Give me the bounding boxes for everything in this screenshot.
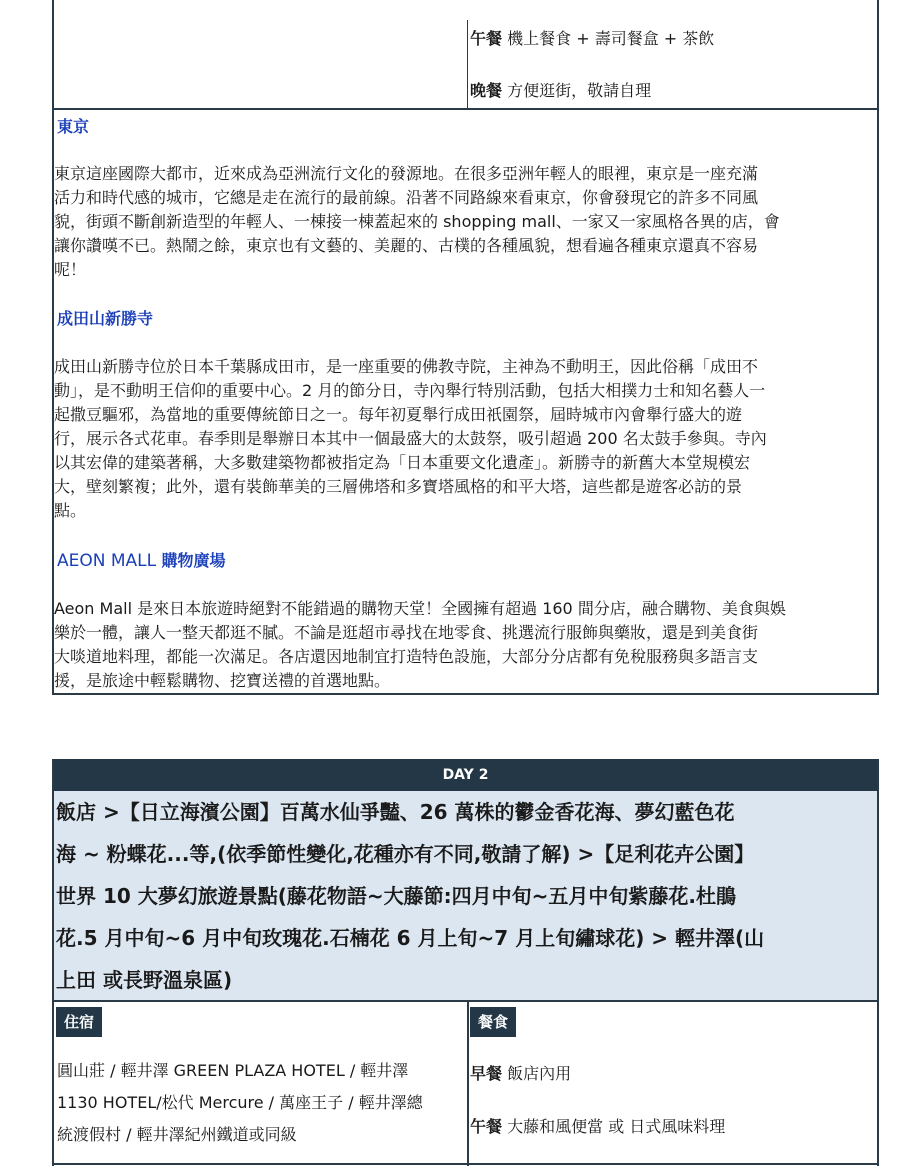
- section-title-tokyo: 東京: [57, 117, 90, 136]
- hotel-line: 圓山莊 / 輕井澤 GREEN PLAZA HOTEL / 輕井澤: [57, 1061, 409, 1080]
- day1-block: [52, 0, 879, 695]
- text-line: 東京這座國際大都市，近來成為亞洲流行文化的發源地。在很多亞洲年輕人的眼裡，東京是一座充滿: [54, 164, 759, 183]
- day1-lunch-label: 午餐: [470, 29, 503, 48]
- day1-dinner: [470, 80, 651, 102]
- section-body-naritasan: [54, 355, 878, 523]
- day2-route: [54, 791, 877, 1002]
- text-line: 成田山新勝寺位於日本千葉縣成田市，是一座重要的佛教寺院，主神為不動明王，因此俗稱「成田不: [54, 357, 759, 376]
- section-title-aeon-en: AEON MALL: [57, 551, 157, 571]
- section-title-aeon-mall: [57, 550, 226, 572]
- day2-breakfast: [470, 1063, 571, 1085]
- text-line: 點。: [54, 501, 87, 520]
- route-line: 世界 10 大夢幻旅遊景點(藤花物語~大藤節:四月中旬~五月中旬紫藤花.杜鵑: [56, 884, 737, 908]
- day2-lunch-label: 午餐: [470, 1117, 503, 1136]
- section-body-tokyo: [54, 162, 878, 282]
- hotel-tag: 住宿: [56, 1007, 102, 1037]
- text-line: 大，壁刻繁複；此外，還有裝飾華美的三層佛塔和多寶塔風格的和平大塔，這些都是遊客必訪的景: [54, 477, 743, 496]
- text-line: 讓你讚嘆不已。熱鬧之餘，東京也有文藝的、美麗的、古樸的各種風貌，想看遍各種東京還真不容易: [54, 236, 759, 255]
- day1-lunch-text: 機上餐食 + 壽司餐盒 + 茶飲: [507, 29, 715, 48]
- day1-lunch: [470, 28, 714, 50]
- day2-lunch: [470, 1116, 725, 1138]
- day2-breakfast-text: 飯店內用: [507, 1064, 572, 1083]
- route-line: 上田 或長野溫泉區): [56, 968, 233, 992]
- day1-dinner-label: 晚餐: [470, 81, 503, 100]
- route-line: 海 ~ 粉蝶花...等,(依季節性變化,花種亦有不同,敬請了解) >【足利花卉公園】: [56, 842, 755, 866]
- text-line: 大啖道地料理，都能一次滿足。各店還因地制宜打造特色設施，大部分分店都有免稅服務與多語言支: [54, 647, 759, 666]
- text-line: 援，是旅途中輕鬆購物、挖寶送禮的首選地點。: [54, 671, 391, 690]
- text-line: 活力和時代感的城市，它總是走在流行的最前線。沿著不同路線來看東京，你會發現它的許多不同風: [54, 188, 759, 207]
- day1-column-divider: [467, 20, 468, 108]
- day1-meals-row: [54, 0, 877, 110]
- text-line: Aeon Mall 是來日本旅遊時絕對不能錯過的購物天堂！全國擁有超過 160 間分店，融合購物、美食與娛: [54, 599, 786, 618]
- text-line: 動」，是不動明王信仰的重要中心。2 月的節分日，寺內舉行特別活動，包括大相撲力士和知名藝人一: [54, 381, 766, 400]
- day2-breakfast-label: 早餐: [470, 1064, 503, 1083]
- hotel-line: 1130 HOTEL/松代 Mercure / 萬座王子 / 輕井澤總: [57, 1093, 423, 1112]
- route-line: 花.5 月中旬~6 月中旬玫瑰花.石楠花 6 月上旬~7 月上旬繡球花) > 輕井澤(山: [56, 926, 765, 950]
- text-line: 以其宏偉的建築著稱，大多數建築物都被指定為「日本重要文化遺產」。新勝寺的新舊大本堂規模宏: [54, 453, 751, 472]
- text-line: 起撒豆驅邪，為當地的重要傳統節日之一。每年初夏舉行成田祇園祭，屆時城市內會舉行盛大的遊: [54, 405, 743, 424]
- section-title-naritasan: 成田山新勝寺: [57, 309, 154, 328]
- section-body-aeon-mall: [54, 597, 878, 693]
- section-title-aeon-zh: 購物廣場: [161, 551, 226, 570]
- text-line: 貌，街頭不斷創新造型的年輕人、一棟接一棟蓋起來的 shopping mall、一家又一家風格各異的店，會: [54, 212, 780, 231]
- hotel-list: [57, 1055, 457, 1151]
- day2-block: [52, 759, 879, 1166]
- meal-tag: 餐食: [470, 1007, 516, 1037]
- day2-bottom-border: [52, 1163, 879, 1165]
- day2-column-divider: [467, 1002, 469, 1166]
- text-line: 行，展示各式花車。春季則是舉辦日本其中一個最盛大的太鼓祭，吸引超過 200 名太鼓手參與。寺內: [54, 429, 767, 448]
- day1-dinner-text: 方便逛街，敬請自理: [507, 81, 652, 100]
- hotel-line: 統渡假村 / 輕井澤紀州鐵道或同級: [57, 1125, 297, 1144]
- text-line: 樂於一體，讓人一整天都逛不膩。不論是逛超市尋找在地零食、挑選流行服飾與藥妝，還是到美食街: [54, 623, 759, 642]
- day2-lunch-text: 大藤和風便當 或 日式風味料理: [507, 1117, 726, 1136]
- text-line: 呢！: [54, 260, 87, 279]
- route-line: 飯店 >【日立海濱公園】百萬水仙爭豔、26 萬株的鬱金香花海、夢幻藍色花: [56, 800, 735, 824]
- day2-header: DAY 2: [54, 759, 877, 791]
